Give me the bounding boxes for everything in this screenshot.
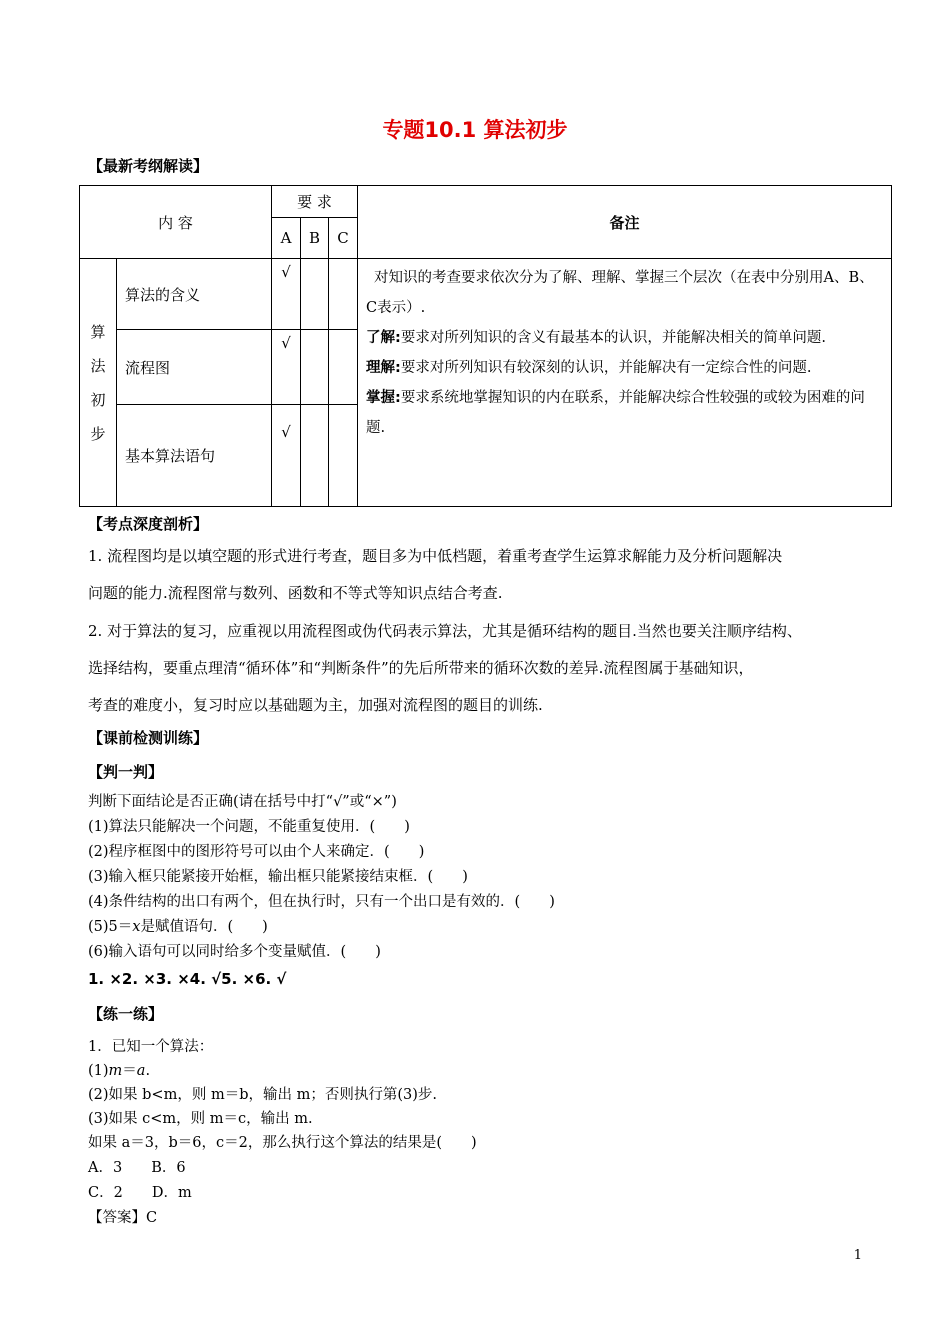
level-b: B [301, 218, 329, 259]
practice-step-3: (3)如果 c<m，则 m＝c，输出 m. [88, 1111, 313, 1127]
notes-intro: 对知识的考查要求依次分为了解、理解、掌握三个层次（在表中分别用A、B、C表示）. [366, 270, 874, 316]
practice-step-1 [88, 1059, 150, 1080]
header-requirement: 要 求 [272, 186, 358, 218]
row-mark-flowchart: √ [272, 330, 301, 405]
notes-master-label: 掌握: [366, 390, 401, 406]
row-mark-statements: √ [272, 405, 301, 507]
category-cell [80, 259, 117, 507]
judge-item-3: (3)输入框只能紧接开始框，输出框只能紧接结束框．( ) [88, 869, 468, 885]
practice-step-2: (2)如果 b<m，则 m＝b，输出 m；否则执行第(3)步. [88, 1087, 437, 1103]
judge-item-2: (2)程序框图中的图形符号可以由个人来确定．( ) [88, 844, 425, 860]
notes-master-text: 要求系统地掌握知识的内在联系，并能解决综合性较强的或较为困难的问题. [366, 390, 865, 436]
notes-understand-label: 了解: [366, 330, 401, 346]
practice-options-ab: A．3 B．6 [88, 1160, 186, 1176]
level-a: A [272, 218, 301, 259]
notes-understand-text: 要求对所列知识的含义有最基本的认识，并能解决相关的简单问题. [400, 330, 826, 346]
judge-item-6: (6)输入语句可以同时给多个变量赋值．( ) [88, 944, 381, 960]
row-item-flowchart: 流程图 [117, 330, 272, 405]
header-content: 内 容 [80, 186, 272, 259]
header-notes: 备注 [358, 186, 892, 259]
practice-step-1-var-m: m [108, 1063, 123, 1079]
page-title: 专题10.1 算法初步 [382, 118, 568, 142]
row-mark-meaning: √ [272, 259, 301, 330]
judge-item-4: (4)条件结构的出口有两个，但在执行时，只有一个出口是有效的．( ) [88, 894, 555, 910]
notes-comprehend-label: 理解: [366, 360, 401, 376]
section-heading-analysis: 【考点深度剖析】 [88, 515, 209, 533]
level-c: C [329, 218, 358, 259]
judge-item-1: (1)算法只能解决一个问题，不能重复使用．( ) [88, 819, 410, 835]
section-heading-pretest: 【课前检测训练】 [88, 729, 209, 747]
section-heading-practice: 【练一练】 [88, 1005, 164, 1023]
category-char: 初 [90, 390, 106, 409]
practice-given: 如果 a＝3，b＝6，c＝2，那么执行这个算法的结果是( ) [88, 1135, 477, 1151]
notes-cell [358, 259, 892, 507]
judge-item-5 [88, 915, 268, 936]
judge-answers: 1. ×2. ×3. ×4. √5. ×6. √ [88, 970, 287, 988]
judge-instruction: 判断下面结论是否正确(请在括号中打“√”或“×”) [88, 794, 397, 810]
notes-comprehend-text: 要求对所列知识有较深刻的认识，并能解决有一定综合性的问题. [400, 360, 812, 376]
practice-q1-stem: 1．已知一个算法： [88, 1039, 214, 1055]
analysis-p2-line2: 选择结构，要重点理清“循环体”和“判断条件”的先后所带来的循环次数的差异.流程图属于基础知识， [88, 659, 754, 677]
section-heading-syllabus: 【最新考纲解读】 [88, 157, 209, 175]
practice-step-1-eq: ＝ [122, 1063, 137, 1079]
judge-item-5-post: 是赋值语句．( ) [140, 919, 268, 935]
row-item-meaning: 算法的含义 [117, 259, 272, 330]
category-char: 法 [90, 356, 106, 375]
category-char: 步 [90, 424, 106, 443]
analysis-p1-line2: 问题的能力.流程图常与数列、函数和不等式等知识点结合考查. [88, 584, 503, 602]
analysis-p2-line3: 考查的难度小，复习时应以基础题为主，加强对流程图的题目的训练. [88, 696, 543, 714]
judge-item-5-var: x [132, 919, 141, 935]
practice-options-cd: C．2 D．m [88, 1185, 192, 1201]
analysis-p2-line1: 2. 对于算法的复习，应重视以用流程图或伪代码表示算法，尤其是循环结构的题目.当然也要关注顺序结构、 [88, 622, 802, 640]
analysis-p1-line1: 1. 流程图均是以填空题的形式进行考查，题目多为中低档题，着重考查学生运算求解能力及分析问题解决 [88, 547, 783, 565]
syllabus-table [79, 185, 892, 507]
row-item-statements: 基本算法语句 [117, 405, 272, 507]
category-char: 算 [90, 322, 106, 341]
practice-answer: 【答案】C [88, 1210, 158, 1226]
page-number: 1 [853, 1248, 862, 1263]
practice-step-1-var-a: a [136, 1063, 146, 1079]
section-heading-judge: 【判一判】 [88, 763, 164, 781]
practice-step-1-pre: (1) [88, 1063, 109, 1079]
practice-step-1-end: . [145, 1063, 151, 1079]
judge-item-5-pre: (5)5＝ [88, 919, 133, 935]
